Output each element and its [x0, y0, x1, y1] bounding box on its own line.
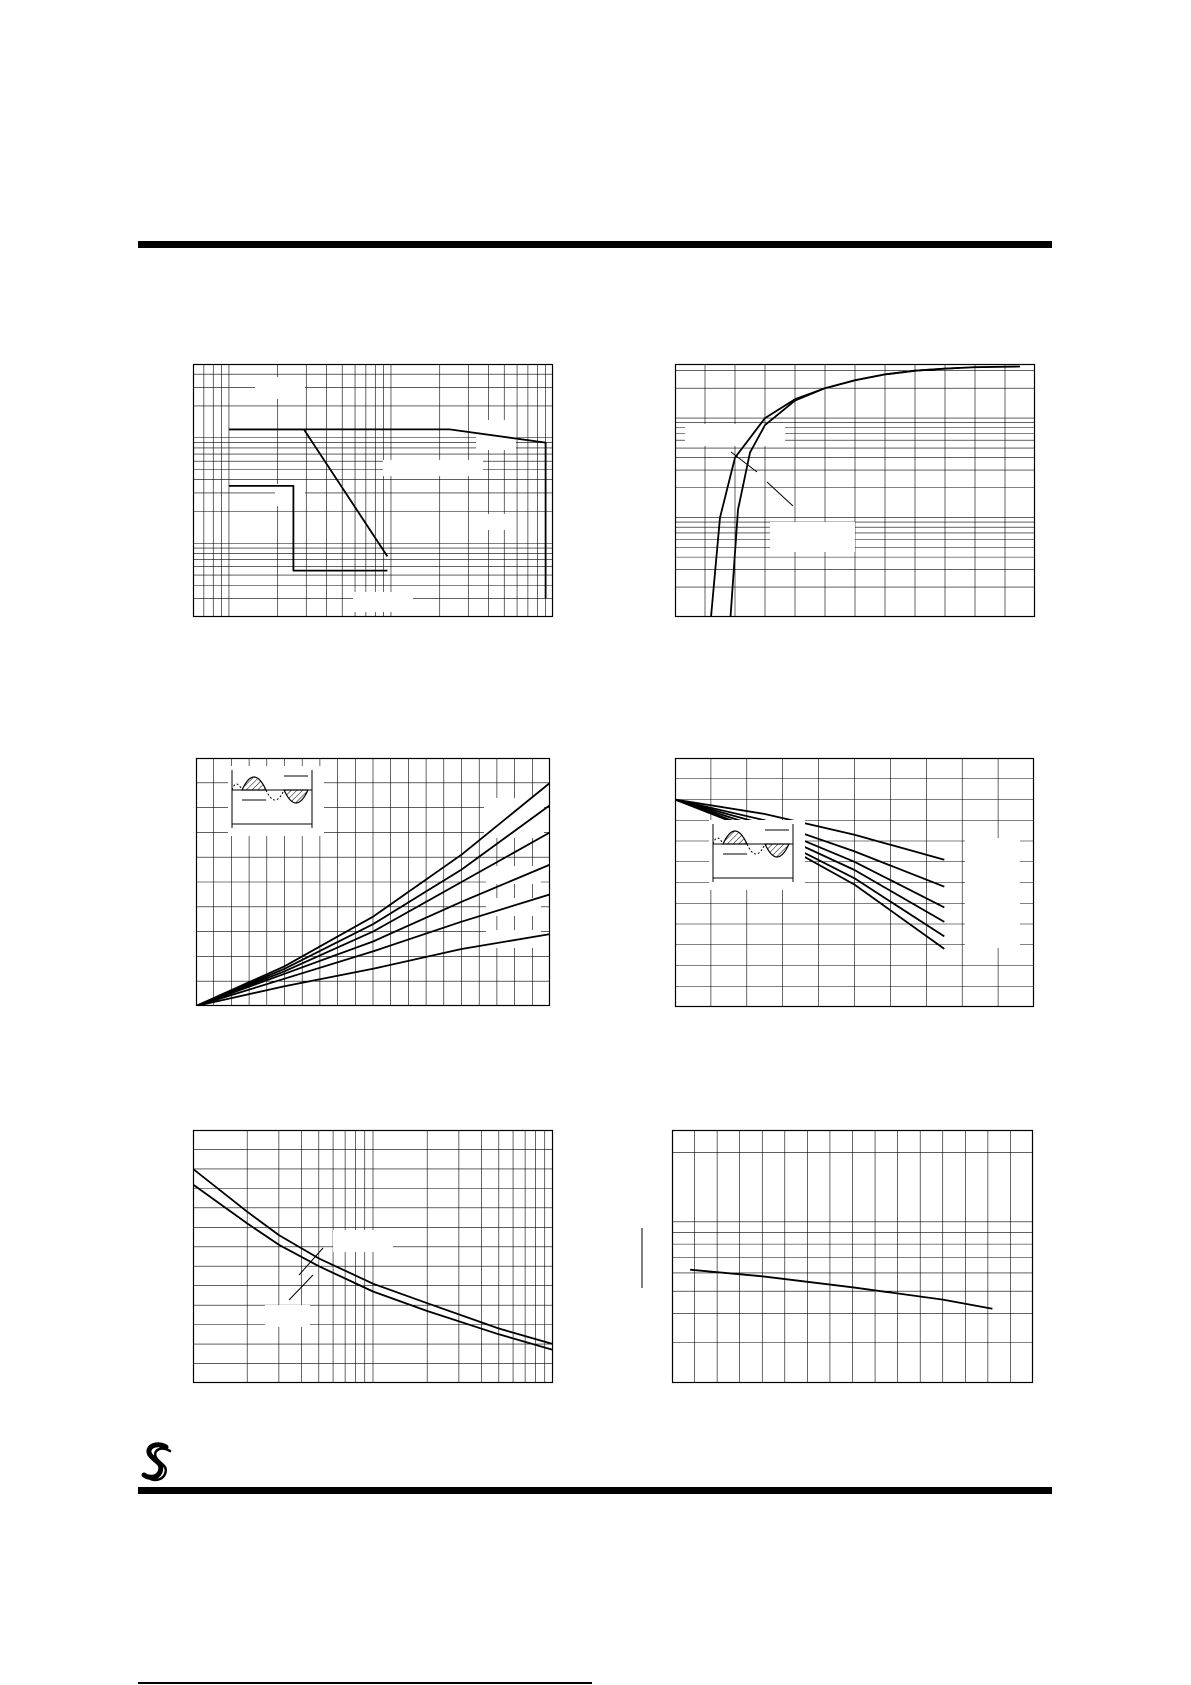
company-logo — [140, 1442, 174, 1482]
label-area — [770, 522, 855, 552]
leader-arrow — [289, 1275, 313, 1300]
label-area — [965, 838, 1020, 948]
inset-background — [228, 766, 324, 836]
label-area — [685, 424, 785, 446]
chart-surge-current — [193, 1130, 553, 1383]
chart-forward-characteristics — [675, 364, 1035, 617]
series-line-1 — [690, 1270, 992, 1309]
waveform-inset-right — [709, 820, 805, 890]
leader-arrow — [299, 1248, 323, 1275]
label-area — [265, 1305, 310, 1327]
waveform-inset-left — [228, 766, 324, 836]
plot-frame — [194, 365, 553, 617]
series-line-3 — [229, 429, 546, 598]
label-area — [275, 484, 305, 506]
chart-current-derating — [675, 758, 1034, 1007]
label-area — [353, 592, 413, 612]
inset-background — [709, 820, 805, 890]
label-area — [383, 460, 483, 476]
series-line-2 — [731, 367, 1021, 618]
series-line-1 — [711, 368, 960, 617]
label-area — [255, 377, 305, 399]
label-area — [333, 1230, 393, 1252]
label-area — [486, 866, 541, 884]
chart-power-dissipation — [196, 758, 550, 1006]
label-area — [485, 514, 515, 530]
top-rule — [138, 241, 1052, 248]
chart-temperature-dependence — [672, 1130, 1033, 1383]
bottom-rule — [138, 1487, 1052, 1494]
leader-arrow — [767, 482, 793, 506]
footer-line — [138, 1682, 592, 1684]
series-line-1 — [229, 486, 388, 571]
label-area — [486, 898, 541, 916]
chart-safe-operating-area — [193, 364, 553, 617]
label-area — [486, 930, 541, 948]
